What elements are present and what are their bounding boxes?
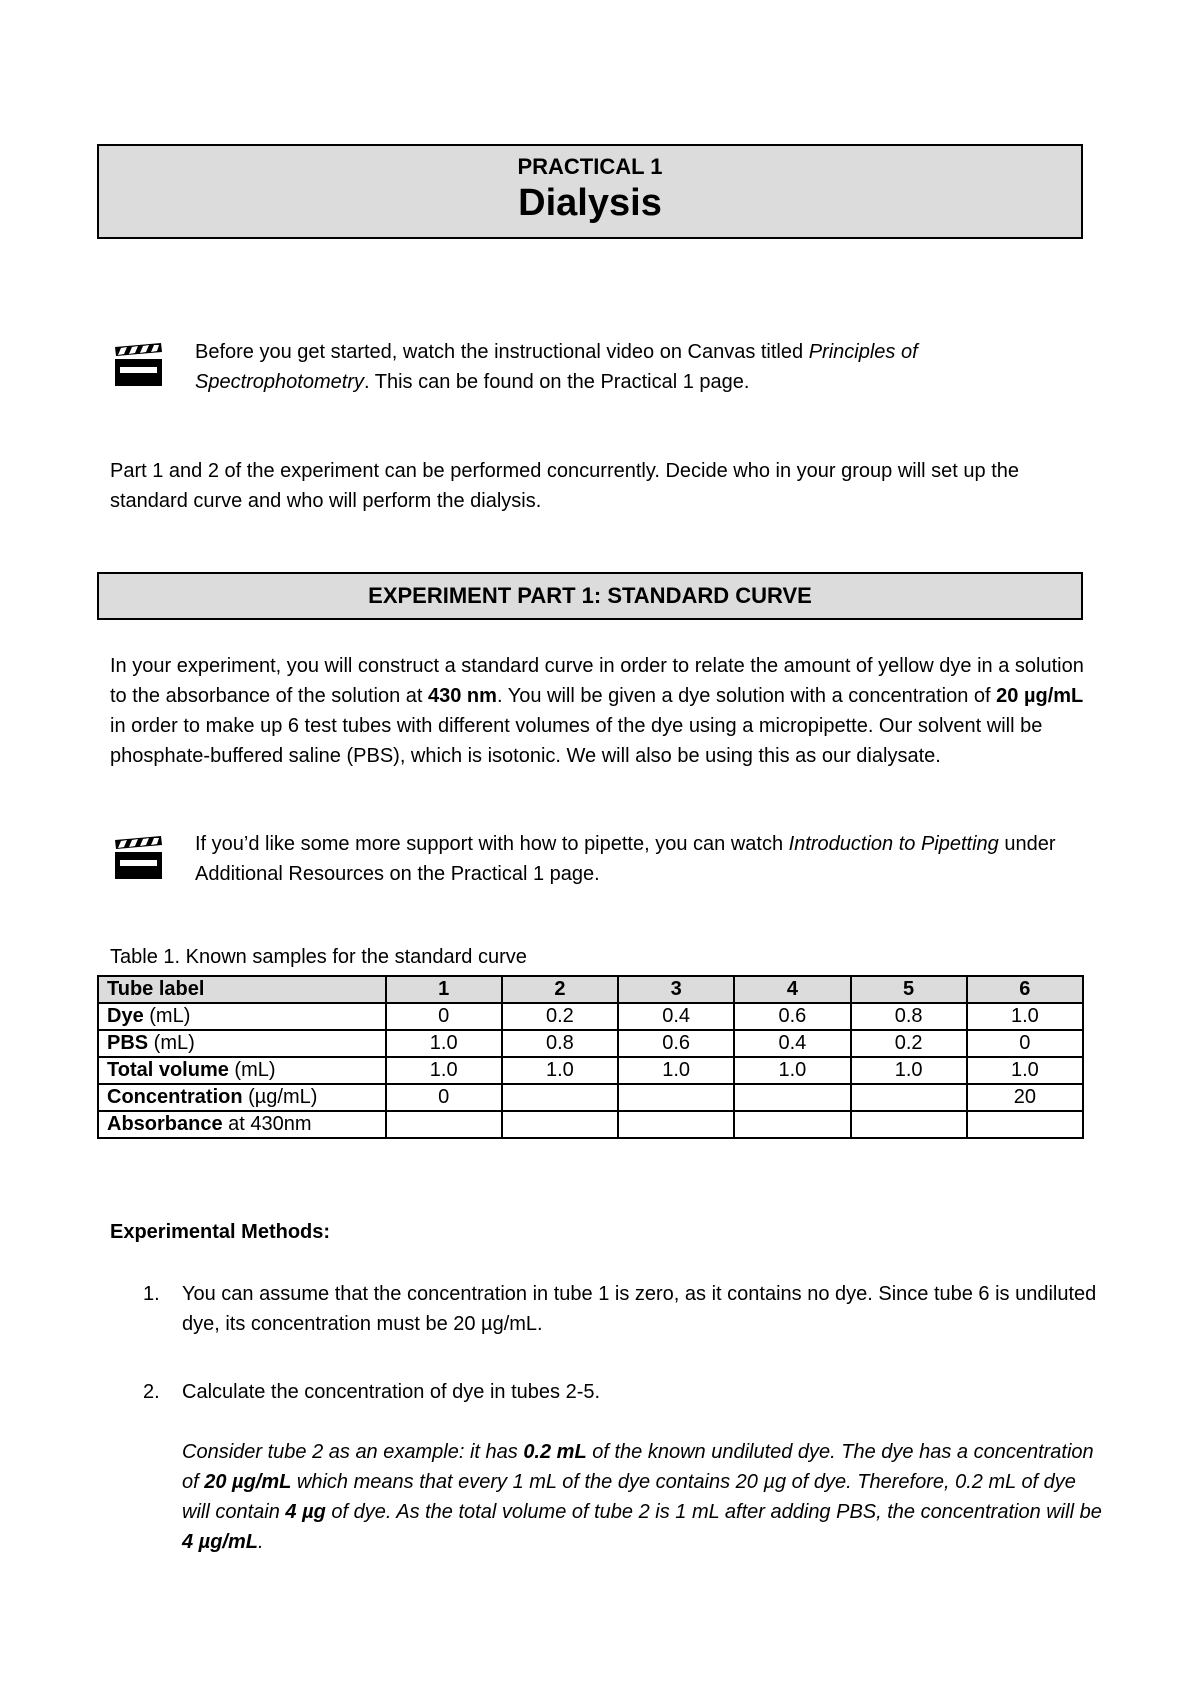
video-note-1 [195, 337, 1075, 397]
table-cell [386, 1111, 502, 1138]
row-label [98, 1030, 386, 1057]
table-row [98, 1111, 1083, 1138]
video-title-link-1: Principles of Spectrophotometry [195, 341, 918, 393]
example-text: of dye. As the total volume of tube 2 is 1 mL after adding PBS, the concentration will be [325, 1501, 1102, 1523]
example-text: Consider tube 2 as an example: it has [182, 1441, 524, 1463]
header-cell: Tube label [98, 976, 386, 1003]
part1-text-c: . You will be given a dye solution with a concentration of [496, 685, 997, 707]
video-title-link-2: Introduction to Pipetting [788, 833, 999, 855]
video-note-1-text-end: . This can be found on the Practical 1 page. [363, 371, 750, 393]
table-cell: 0 [386, 1084, 502, 1111]
known-samples-table [97, 975, 1084, 1139]
table-cell: 0.8 [851, 1003, 967, 1030]
table-cell [967, 1111, 1083, 1138]
video-note-1-text: Before you get started, watch the instructional video on Canvas titled [195, 341, 809, 363]
video-note-2-text: If you’d like some more support with how to pipette, you can watch [195, 833, 789, 855]
methods-title: Experimental Methods: [110, 1221, 331, 1243]
step-2-text: Calculate the concentration of dye in tubes 2-5. [182, 1381, 601, 1403]
table-cell: 0.6 [734, 1003, 850, 1030]
video-note-2 [195, 829, 1075, 889]
step-1-number: 1. [143, 1283, 160, 1305]
part1-paragraph [110, 651, 1095, 771]
table-cell: 1.0 [386, 1057, 502, 1084]
header-cell: 1 [386, 976, 502, 1003]
row-label-unit: (mL) [148, 1032, 195, 1054]
table-cell: 1.0 [851, 1057, 967, 1084]
title-box [97, 144, 1083, 239]
row-label-bold: Dye [107, 1005, 144, 1027]
row-label-bold: Concentration [107, 1086, 243, 1108]
table-header-row [98, 976, 1083, 1003]
clapperboard-icon [112, 836, 164, 880]
table-cell: 1.0 [386, 1030, 502, 1057]
table-cell: 0 [386, 1003, 502, 1030]
table-cell: 1.0 [967, 1057, 1083, 1084]
table-cell: 1.0 [967, 1003, 1083, 1030]
intro-paragraph: Part 1 and 2 of the experiment can be performed concurrently. Decide who in your group will set up the standard curve and who will perform the dialysis. [110, 460, 1020, 512]
table-cell: 1.0 [618, 1057, 734, 1084]
practical-label: PRACTICAL 1 [517, 154, 663, 179]
table-cell [502, 1111, 618, 1138]
header-cell: 6 [967, 976, 1083, 1003]
step-2-number: 2. [143, 1381, 160, 1403]
step-1-text: You can assume that the concentration in tube 1 is zero, as it contains no dye. Since tube 6 is undiluted dye, its concentration must be 20 µg/mL. [182, 1283, 1097, 1335]
table-cell: 0.4 [734, 1030, 850, 1057]
table-cell: 20 [967, 1084, 1083, 1111]
table-cell [618, 1084, 734, 1111]
example-mass: 4 µg [285, 1501, 326, 1523]
example-result: 4 µg/mL [182, 1531, 258, 1553]
table-cell: 0.4 [618, 1003, 734, 1030]
section-heading-part1: EXPERIMENT PART 1: STANDARD CURVE [97, 572, 1083, 620]
table-cell [618, 1111, 734, 1138]
header-cell: 4 [734, 976, 850, 1003]
table-cell [851, 1111, 967, 1138]
table-cell: 0 [967, 1030, 1083, 1057]
header-cell: 3 [618, 976, 734, 1003]
table-cell: 0.2 [851, 1030, 967, 1057]
table-caption: Table 1. Known samples for the standard curve [110, 946, 527, 968]
row-label-unit: at 430nm [222, 1113, 312, 1135]
table-row [98, 1003, 1083, 1030]
table-row [98, 1030, 1083, 1057]
row-label-unit: (mL) [143, 1005, 191, 1027]
example-text: which means that every 1 mL of the dye contains 20 µg of dye. Therefore, 0.2 mL of dye will contain [182, 1471, 1076, 1523]
dye-concentration-value: 20 µg/mL [996, 685, 1084, 707]
row-label-bold: Total volume [107, 1059, 229, 1081]
example-text: of the known undiluted dye. The dye has a concentration of [182, 1441, 1094, 1493]
table-row [98, 1057, 1083, 1084]
page-title: Dialysis [518, 182, 662, 224]
row-label [98, 1084, 386, 1111]
table-cell: 0.6 [618, 1030, 734, 1057]
header-cell: 5 [851, 976, 967, 1003]
example-volume: 0.2 mL [523, 1441, 587, 1463]
row-label-unit: (µg/mL) [242, 1086, 318, 1108]
row-label [98, 1003, 386, 1030]
table-cell: 1.0 [734, 1057, 850, 1084]
example-concentration: 20 µg/mL [204, 1471, 292, 1493]
table-cell [734, 1111, 850, 1138]
part1-text-a: In your experiment, you will construct a standard curve in order to relate the amount of yellow dye in a solution to the absorbance of the solution at [110, 655, 1084, 707]
header-cell: 2 [502, 976, 618, 1003]
table-cell: 0.8 [502, 1030, 618, 1057]
row-label-bold: PBS [107, 1032, 149, 1054]
clapperboard-icon [112, 343, 164, 387]
table-cell: 0.2 [502, 1003, 618, 1030]
table-cell [502, 1084, 618, 1111]
row-label-bold: Absorbance [107, 1113, 223, 1135]
table-cell [851, 1084, 967, 1111]
row-label [98, 1057, 386, 1084]
row-label-unit: (mL) [228, 1059, 276, 1081]
example-text: . [257, 1531, 264, 1553]
video-note-2-text-end: under Additional Resources on the Practical 1 page. [195, 833, 1056, 885]
row-label [98, 1111, 386, 1138]
part1-text-e: in order to make up 6 test tubes with different volumes of the dye using a micropipette. Our solvent will be phosphate-buffered saline (PBS), which is isotonic. We will also be using this as our dialysate. [110, 715, 1043, 767]
table-cell [734, 1084, 850, 1111]
table-cell: 1.0 [502, 1057, 618, 1084]
table-row [98, 1084, 1083, 1111]
worked-example [182, 1437, 1102, 1557]
wavelength-value: 430 nm [428, 685, 497, 707]
